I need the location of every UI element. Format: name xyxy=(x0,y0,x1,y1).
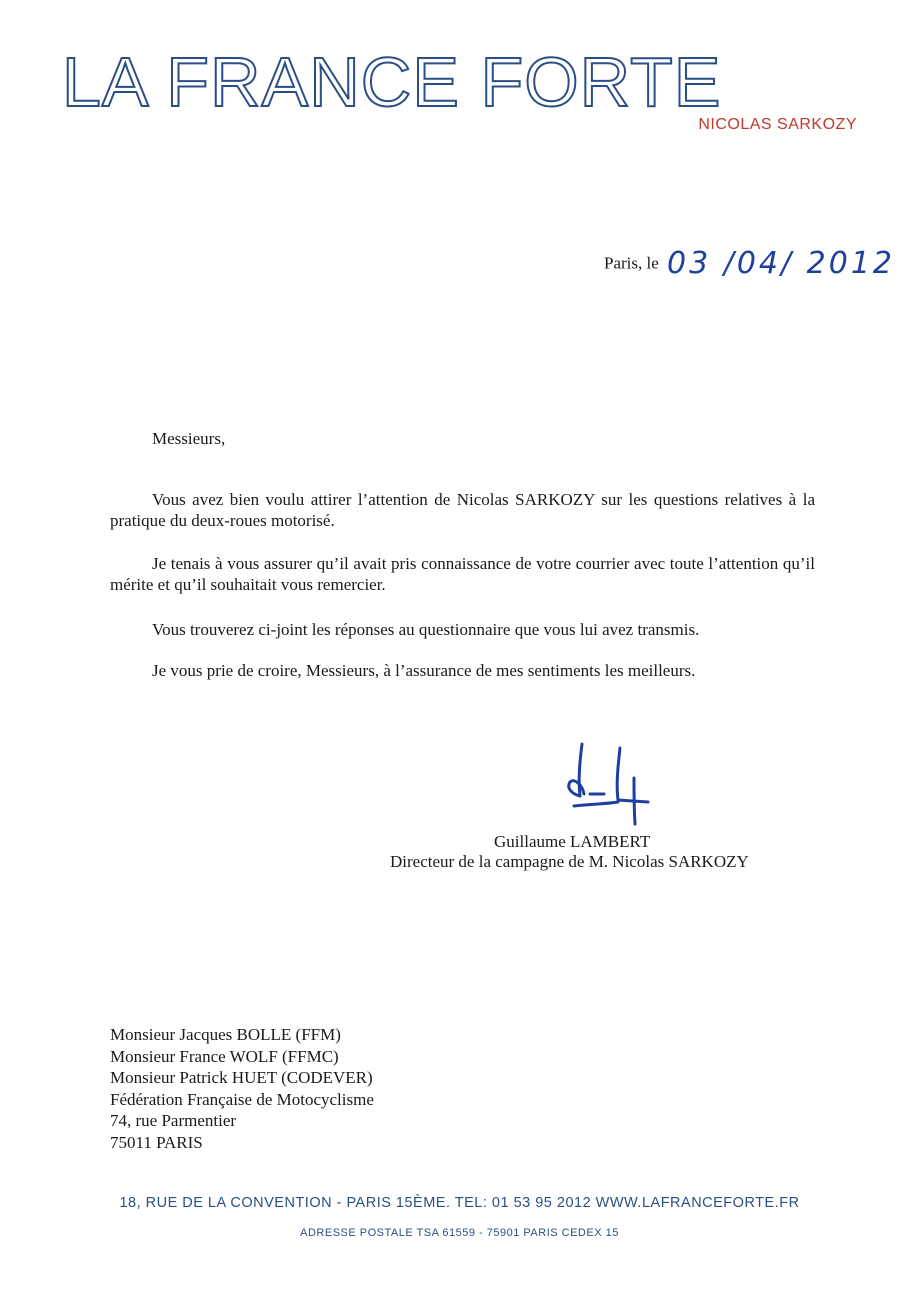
footer-postal-address: ADRESSE POSTALE TSA 61559 - 75901 PARIS CEDEX 15 xyxy=(300,1227,619,1239)
recipient-address-block xyxy=(110,1024,374,1153)
paragraph-4: Je vous prie de croire, Messieurs, à l’assurance de mes sentiments les meilleurs. xyxy=(152,661,696,680)
footer-address: 18, RUE DE LA CONVENTION - PARIS 15ÈME. TEL: 01 53 95 2012 WWW.LAFRANCEFORTE.FR xyxy=(119,1195,800,1211)
date-line xyxy=(604,246,895,281)
letterhead-title: LA FRANCE FORTE xyxy=(62,43,722,121)
date-prefix: Paris, le xyxy=(604,253,659,273)
recipient-line: 75011 PARIS xyxy=(110,1132,203,1152)
recipient-line: Monsieur Jacques BOLLE (FFM) xyxy=(110,1025,341,1044)
recipient-line: Monsieur Patrick HUET (CODEVER) xyxy=(110,1068,373,1087)
recipient-line: Fédération Française de Motocyclisme xyxy=(110,1089,374,1109)
salutation: Messieurs, xyxy=(152,429,226,448)
signature-icon xyxy=(560,738,660,828)
paragraph-1: Vous avez bien voulu attirer l’attention de Nicolas SARKOZY sur les questions relatives à la pratique du deux-roues motorisé. xyxy=(110,490,815,530)
paragraph-2: Je tenais à vous assurer qu’il avait pris connaissance de votre courrier avec toute l’attention qu’il mérite et qu’il souhaitait vous remercier. xyxy=(110,554,815,594)
signer-title: Directeur de la campagne de M. Nicolas SARKOZY xyxy=(390,852,749,871)
paragraph-3: Vous trouverez ci-joint les réponses au questionnaire que vous lui avez transmis. xyxy=(152,620,700,639)
recipient-line: 74, rue Parmentier xyxy=(110,1111,237,1130)
handwritten-date: 03 /04/ 2012 xyxy=(667,246,896,281)
letterhead-subtitle: NICOLAS SARKOZY xyxy=(698,116,857,133)
signer-name: Guillaume LAMBERT xyxy=(494,832,651,851)
recipient-line: Monsieur France WOLF (FFMC) xyxy=(110,1046,339,1066)
